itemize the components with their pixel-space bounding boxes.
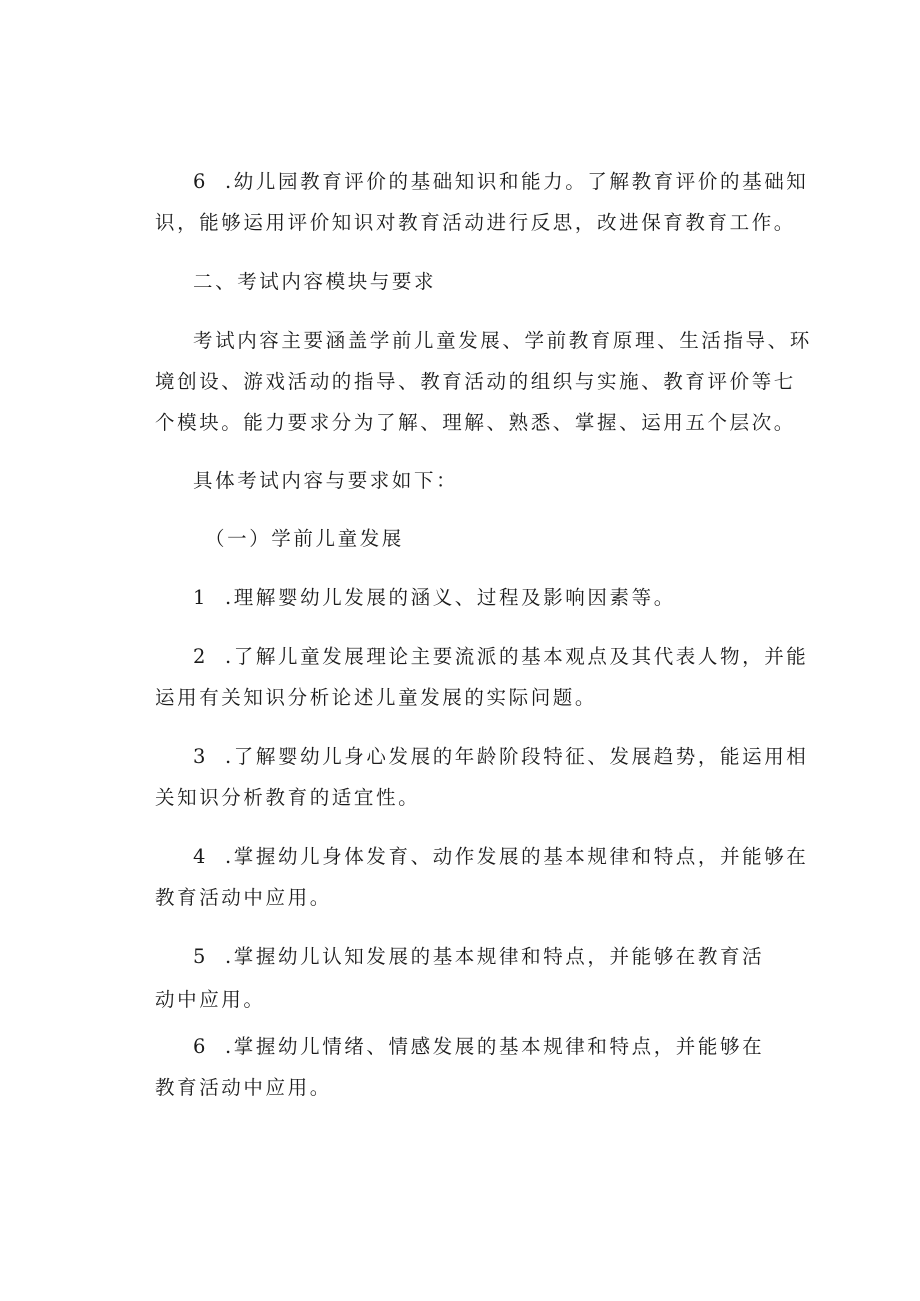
item-number: 6 [193, 1035, 209, 1058]
subsection-heading: （一）学前儿童发展 [205, 527, 404, 550]
item-text: .掌握幼儿身体发育、动作发展的基本规律和特点，并能够在 [225, 845, 809, 868]
item-number: 1 [193, 586, 209, 609]
item-text: .了解婴幼儿身心发展的年龄阶段特征、发展趋势，能运用相 [225, 745, 809, 768]
list-item [193, 745, 808, 769]
section-heading: 二、考试内容模块与要求 [193, 270, 437, 293]
item-6-top-line-2: 识，能够运用评价知识对教育活动进行反思，改进保育教育工作。 [155, 211, 796, 234]
item-text: .幼儿园教育评价的基础知识和能力。了解教育评价的基础知 [225, 170, 809, 193]
list-item [193, 586, 676, 610]
item-text: .掌握幼儿认知发展的基本规律和特点，并能够在教育活 [225, 945, 765, 968]
item-text: .理解婴幼儿发展的涵义、过程及影响因素等。 [225, 586, 676, 609]
list-item-continuation: 动中应用。 [155, 988, 266, 1011]
list-item [193, 845, 808, 869]
item-number: 4 [193, 845, 209, 868]
item-6-top-line-1 [193, 170, 808, 194]
item-number: 2 [193, 645, 209, 668]
intro-line-3: 个模块。能力要求分为了解、理解、熟悉、掌握、运用五个层次。 [155, 411, 796, 434]
list-item [193, 945, 764, 969]
item-number: 6 [193, 170, 209, 193]
intro-line-2: 境创设、游戏活动的指导、教育活动的组织与实施、教育评价等七 [155, 370, 796, 393]
item-number: 3 [193, 745, 209, 768]
item-text: .了解儿童发展理论主要流派的基本观点及其代表人物，并能 [225, 645, 809, 668]
list-item-continuation: 教育活动中应用。 [155, 1076, 332, 1099]
list-item-continuation: 教育活动中应用。 [155, 886, 332, 909]
details-lead: 具体考试内容与要求如下： [193, 469, 459, 492]
list-item-continuation: 关知识分析教育的适宜性。 [155, 786, 421, 809]
list-item [193, 645, 808, 669]
item-number: 5 [193, 945, 209, 968]
intro-line-1: 考试内容主要涵盖学前儿童发展、学前教育原理、生活指导、环 [193, 329, 812, 352]
item-text: .掌握幼儿情绪、情感发展的基本规律和特点，并能够在 [225, 1035, 765, 1058]
list-item-continuation: 运用有关知识分析论述儿童发展的实际问题。 [155, 686, 598, 709]
list-item [193, 1035, 764, 1059]
